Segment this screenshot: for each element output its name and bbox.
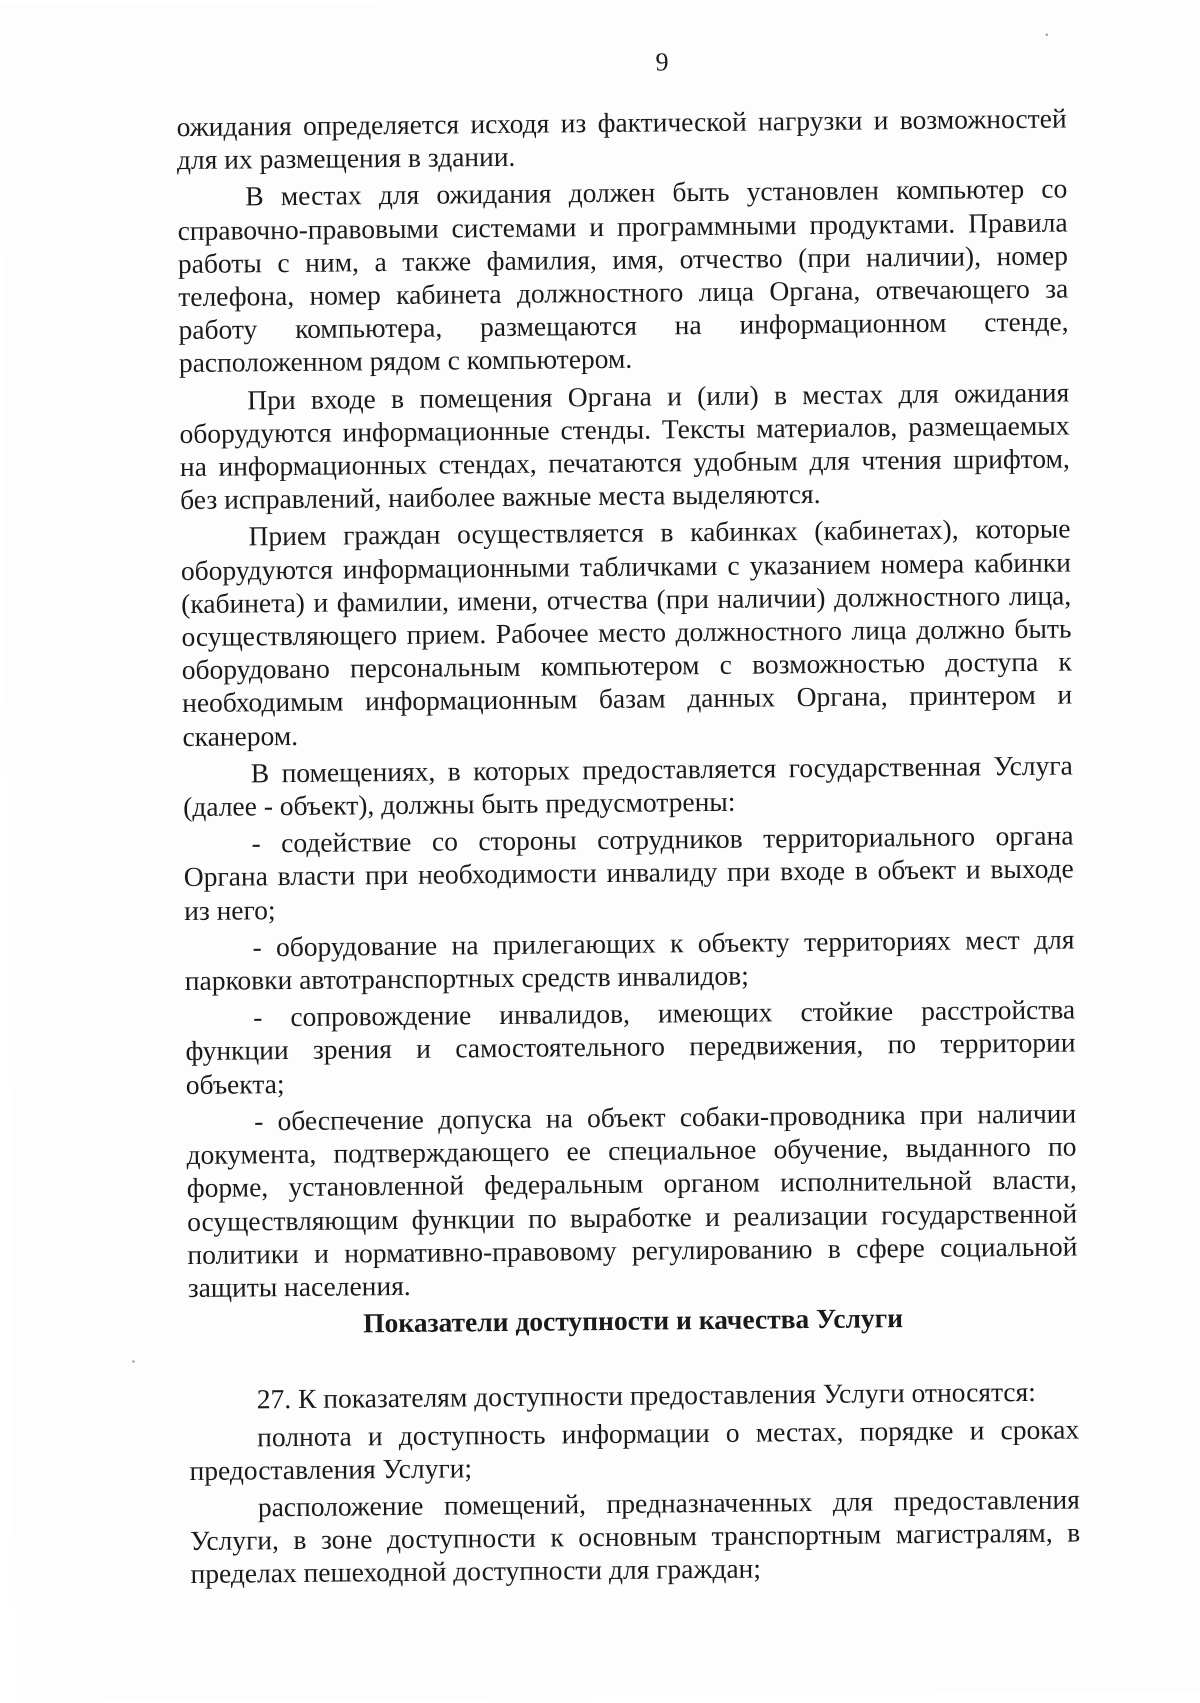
paragraph: - сопровождение инвалидов, имеющих стойкие расстройства функции зрения и самостоятельного передвижения, по территории объекта;	[185, 993, 1076, 1100]
paragraph: - содействие со стороны сотрудников территориального органа Органа власти при необходимости инвалиду при входе в объект и выходе из него;	[183, 819, 1074, 926]
document-body	[176, 102, 1080, 1591]
scan-speck	[1046, 34, 1048, 36]
paragraphs-before-heading	[176, 102, 1077, 1305]
paragraphs-after-heading	[189, 1375, 1081, 1591]
paragraph: В помещениях, в которых предоставляется государственная Услуга (далее - объект), должны быть предусмотрены:	[182, 749, 1073, 823]
paragraph: В местах для ожидания должен быть установлен компьютер со справочно-правовыми системами и программными продуктами. Правила работы с ним, а также фамилия, имя, отчество (при наличии), номер телефона, номер кабинета должностного лица Органа, отвечающего за работу компьютера, размещаются на информационном стенде, расположенном рядом с компьютером.	[177, 172, 1069, 379]
paragraph: - оборудование на прилегающих к объекту территориях мест для парковки автотранспортных средств инвалидов;	[184, 923, 1075, 997]
paragraph: - обеспечение допуска на объект собаки-проводника при наличии документа, подтверждающего ее специальное обучение, выданного по форме, установленной федеральным органом исполнительной власти, осуществляющим функции по выработке и реализации государственной политики и нормативно-правовому регулированию в сфере социальной защиты населения.	[186, 1097, 1078, 1303]
paragraph: расположение помещений, предназначенных для предоставления Услуги, в зоне доступности к основным транспортным магистралям, в пределах пешеходной доступности для граждан;	[190, 1483, 1081, 1590]
scan-speck	[132, 1361, 134, 1363]
section-heading: Показатели доступности и качества Услуги	[363, 1302, 904, 1339]
paragraph: ожидания определяется исходя из фактической нагрузки и возможностей для их размещения в здании.	[176, 102, 1067, 176]
page-number: 9	[655, 47, 669, 77]
paragraph: Прием граждан осуществляется в кабинках (кабинетах), которые оборудуются информационными табличками с указанием номера кабинки (кабинета) и фамилии, имени, отчества (при наличии) должностного лица, осуществляющего прием. Рабочее место должностного лица должно быть оборудовано персональным компьютером с возможностью доступа к необходимым информационным базам данных Органа, принтером и сканером.	[180, 512, 1073, 752]
paragraph: При входе в помещения Органа и (или) в местах для ожидания оборудуются информационные стенды. Тексты материалов, размещаемых на информационных стендах, печатаются удобным для чтения шрифтом, без исправлений, наиболее важные места выделяются.	[179, 376, 1070, 516]
paragraph: 27. К показателям доступности предоставления Услуги относятся:	[256, 1376, 1036, 1415]
paragraph: полнота и доступность информации о местах, порядке и сроках предоставления Услуги;	[189, 1412, 1080, 1486]
